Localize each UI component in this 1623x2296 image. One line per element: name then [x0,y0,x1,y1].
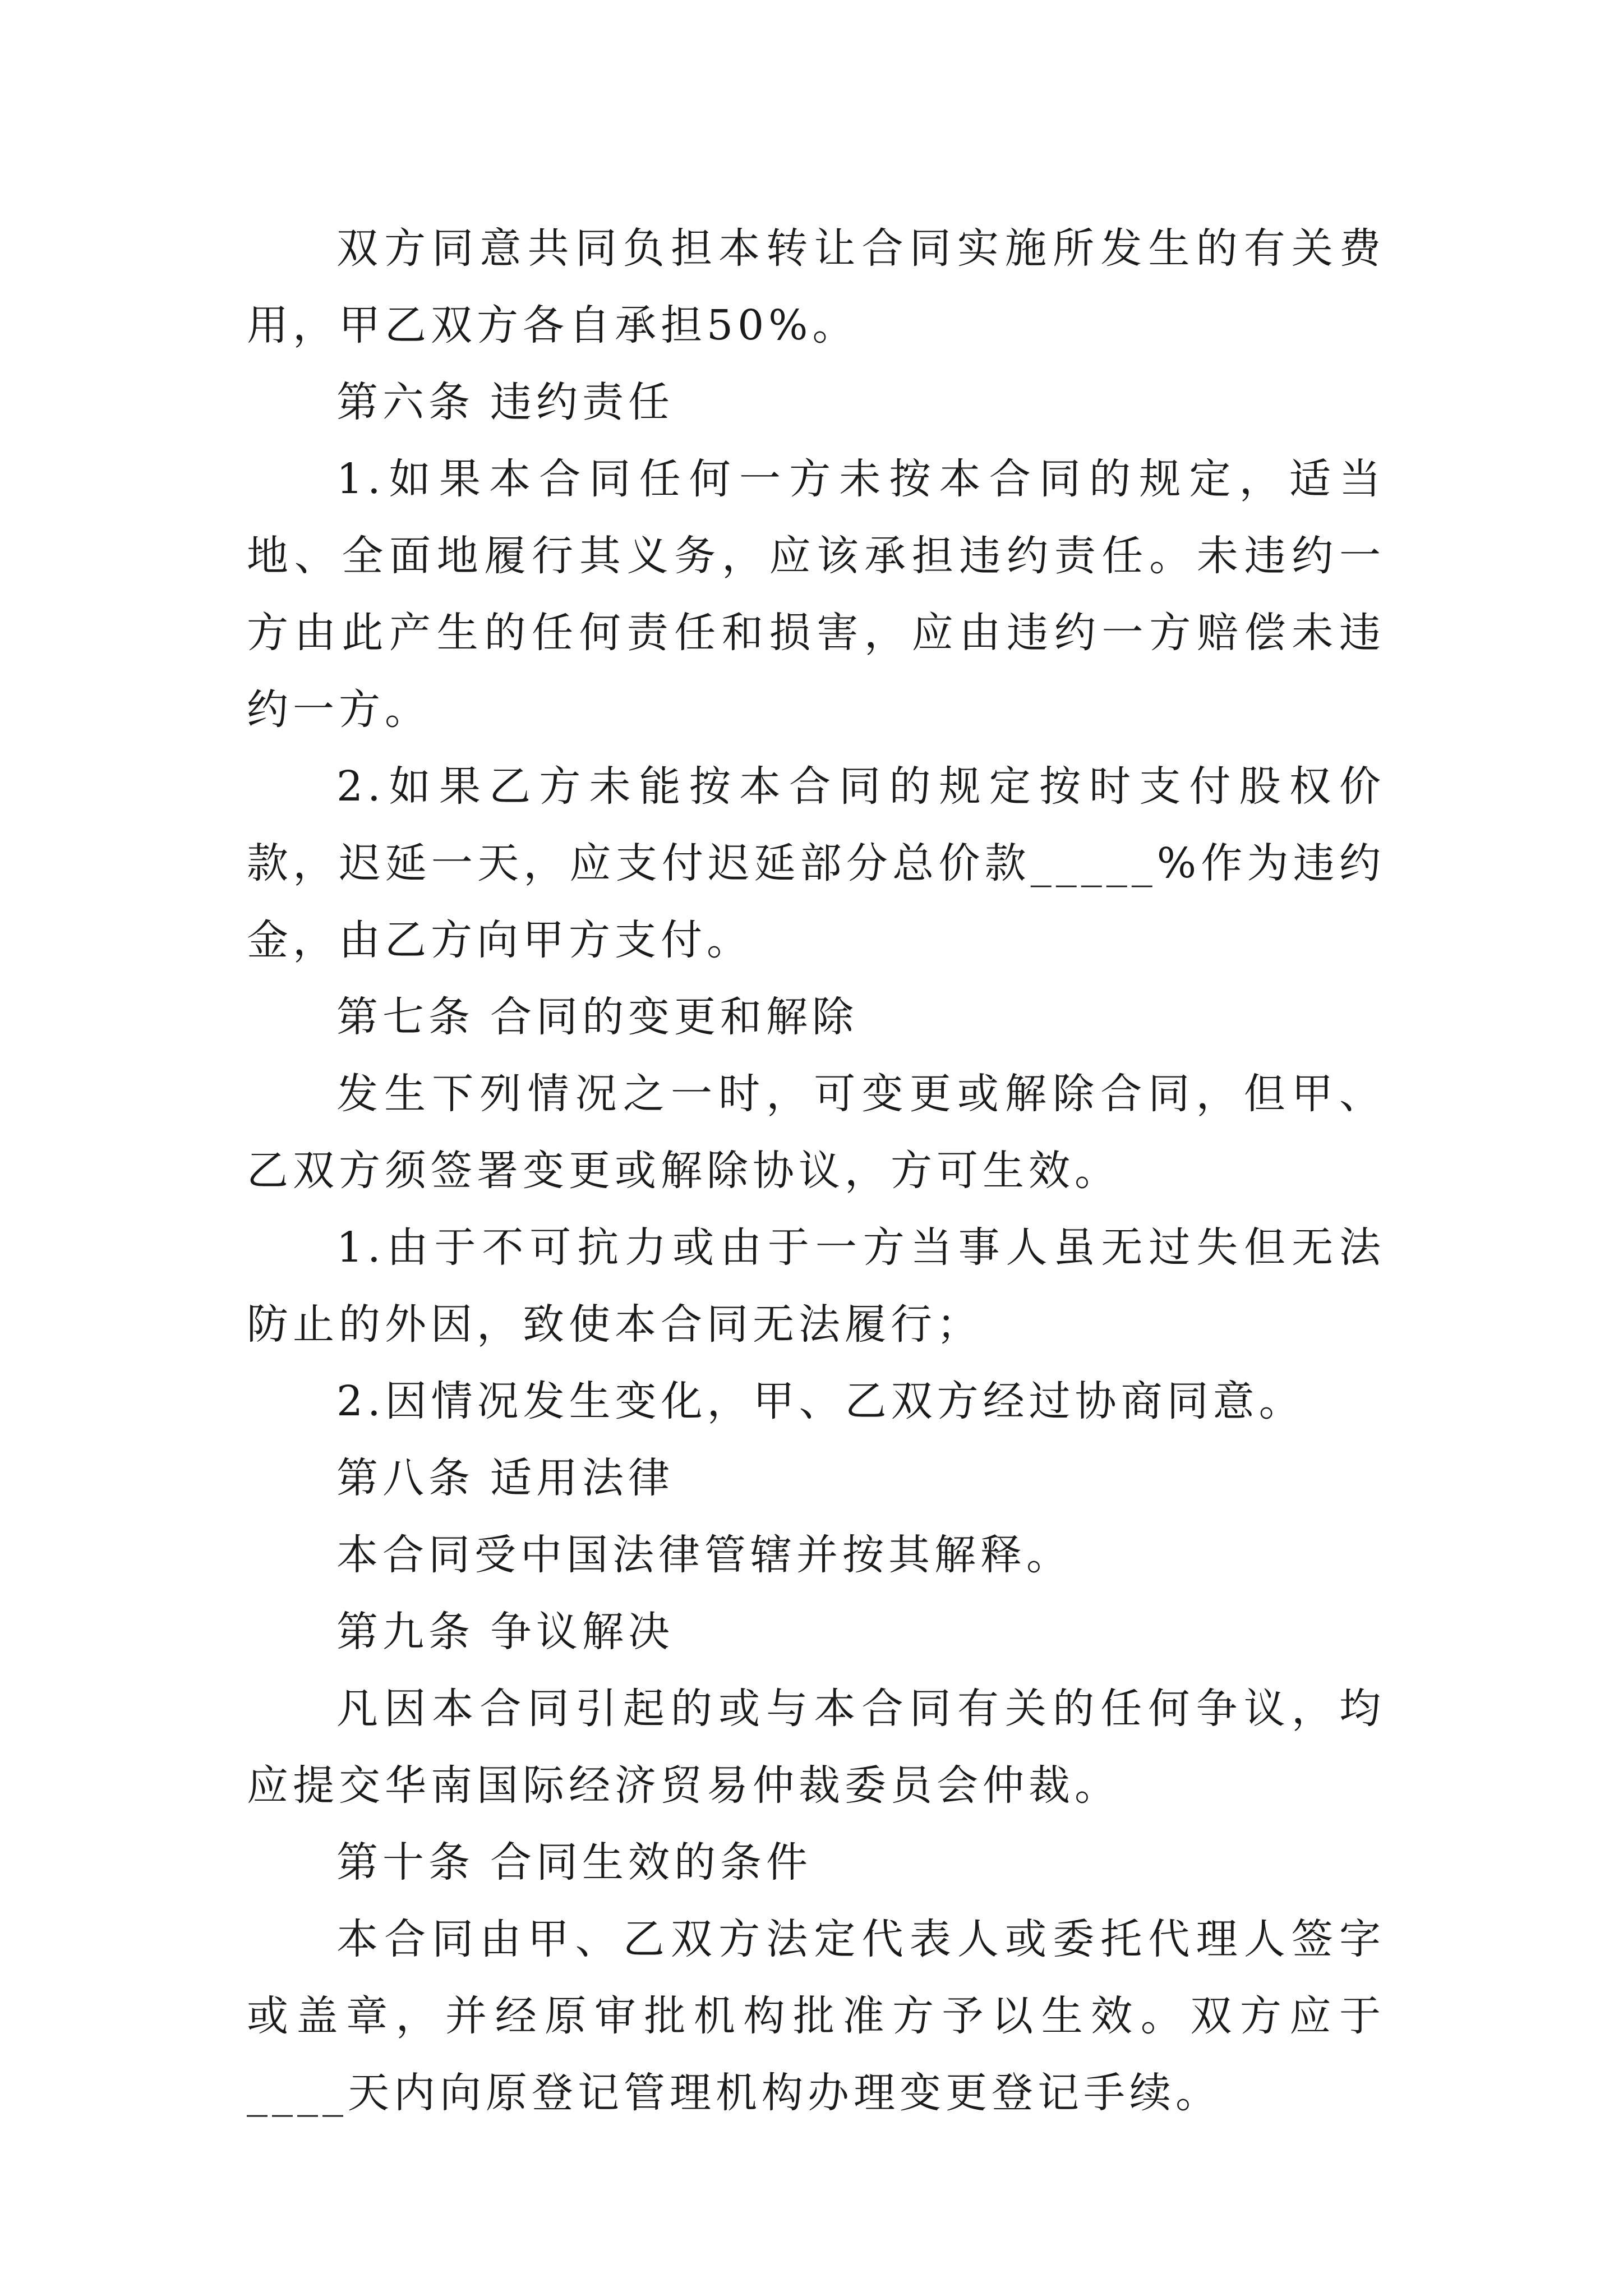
paragraph-breach-2: 2.如果乙方未能按本合同的规定按时支付股权价款，迟延一天，应支付迟延部分总价款_____%作为违约金，由乙方向甲方支付。 [247,762,1385,964]
article-title: 争议解决 [490,1608,674,1656]
paragraph-cost-sharing: 双方同意共同负担本转让合同实施所发生的有关费用，甲乙双方各自承担50%。 [247,224,1385,349]
article-9-heading [247,1594,1385,1671]
article-title: 合同的变更和解除 [490,993,858,1041]
article-number: 第十条 [336,1838,474,1887]
article-10-heading [247,1824,1385,1901]
paragraph-governing-law: 本合同受中国法律管辖并按其解释。 [336,1531,1072,1579]
article-6-heading [247,364,1385,441]
contract-body [247,210,1385,2132]
article-number: 第七条 [336,993,474,1041]
paragraph-modification-intro: 发生下列情况之一时，可变更或解除合同，但甲、乙双方须签署变更或解除协议，方可生效。 [247,1070,1385,1195]
article-7-heading [247,979,1385,1056]
article-8-heading [247,1440,1385,1517]
article-number: 第六条 [336,378,474,426]
paragraph-breach-1: 1.如果本合同任何一方未按本合同的规定，适当地、全面地履行其义务，应该承担违约责任。未违约一方由此产生的任何责任和损害，应由违约一方赔偿未违约一方。 [247,455,1385,734]
paragraph-modification-1: 1.由于不可抗力或由于一方当事人虽无过失但无法防止的外因，致使本合同无法履行； [247,1223,1385,1349]
article-number: 第八条 [336,1454,474,1502]
article-title: 适用法律 [490,1454,674,1502]
article-number: 第九条 [336,1608,474,1656]
paragraph-effective-conditions: 本合同由甲、乙双方法定代表人或委托代理人签字或盖章，并经原审批机构批准方予以生效。双方应于____天内向原登记管理机构办理变更登记手续。 [247,1915,1385,2117]
article-title: 违约责任 [490,378,674,426]
paragraph-modification-2: 2.因情况发生变化，甲、乙双方经过协商同意。 [336,1377,1305,1425]
paragraph-dispute-resolution: 凡因本合同引起的或与本合同有关的任何争议，均应提交华南国际经济贸易仲裁委员会仲裁。 [247,1685,1385,1810]
article-title: 合同生效的条件 [490,1838,812,1887]
